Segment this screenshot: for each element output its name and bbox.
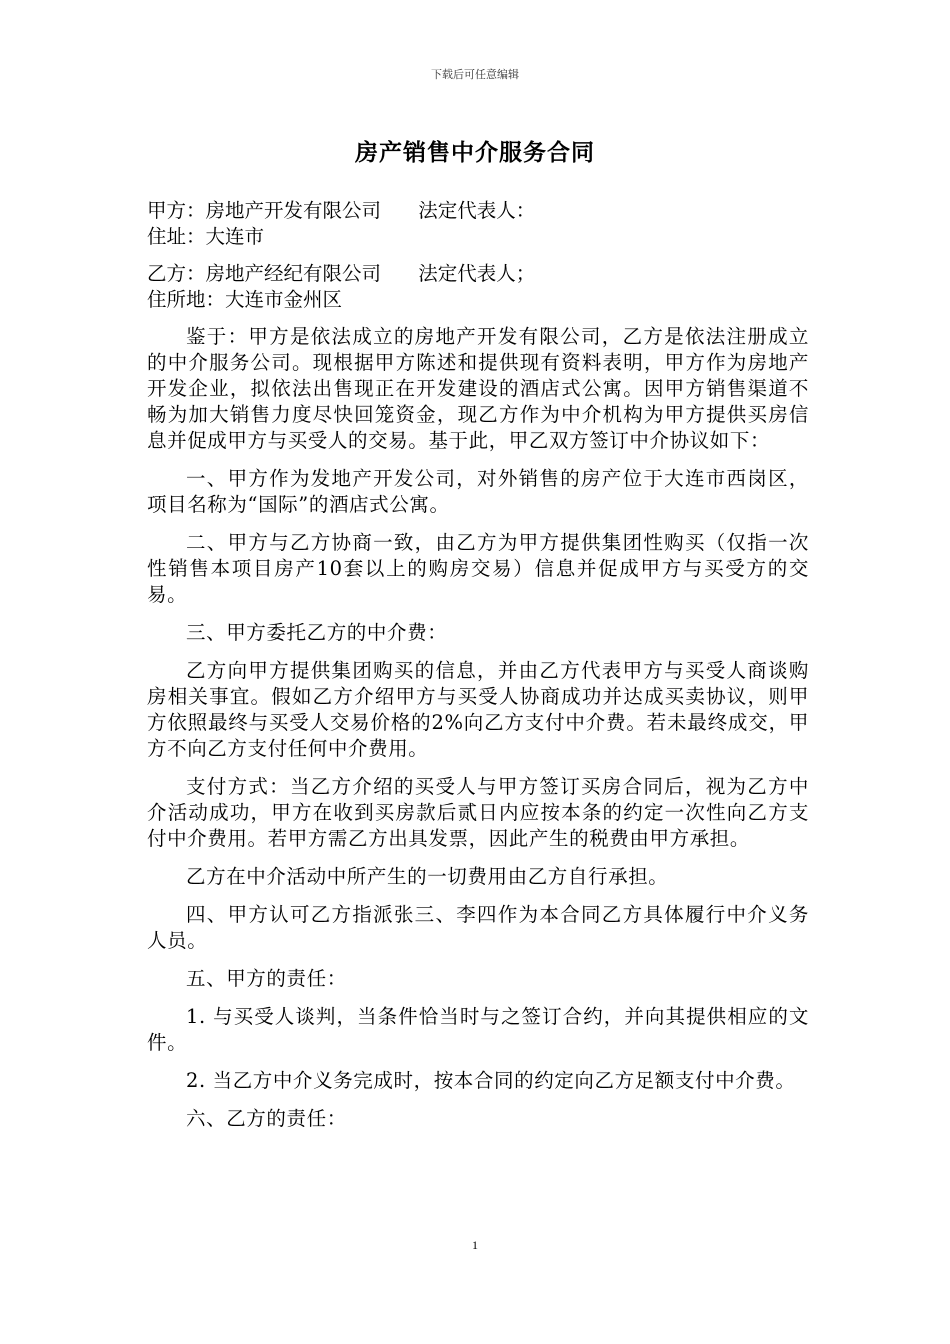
paragraph-clause-4: 四、甲方认可乙方指派张三、李四作为本合同乙方具体履行中介义务人员。 [147,903,809,952]
party-a-address: 住址：大连市 [147,225,265,248]
document-body [147,198,809,1144]
paragraph-clause-3-heading: 三、甲方委托乙方的中介费： [186,621,448,644]
document-title: 房产销售中介服务合同 [355,139,595,166]
party-b-address: 住所地：大连市金州区 [147,288,343,311]
paragraph-preamble: 鉴于：甲方是依法成立的房地产开发有限公司，乙方是依法注册成立的中介服务公司。现根据甲方陈述和提供现有资料表明，甲方作为房地产开发企业，拟依法出售现正在开发建设的酒店式公寓。因甲方销售渠道不畅为加大销售力度尽快回笼资金，现乙方作为中介机构为甲方提供买房信息并促成甲方与买受人的交易。基于此，甲乙双方签订中介协议如下： [147,325,809,452]
paragraph-clause-2: 二、甲方与乙方协商一致，由乙方为甲方提供集团性购买（仅指一次性销售本项目房产10套以上的购房交易）信息并促成甲方与买受方的交易。 [147,531,809,606]
paragraph-clause-1: 一、甲方作为发地产开发公司，对外销售的房产位于大连市西岗区，项目名称为“国际”的酒店式公寓。 [147,467,809,516]
paragraph-clause-5-heading: 五、甲方的责任： [186,967,347,990]
paragraph-commission-terms: 乙方向甲方提供集团购买的信息，并由乙方代表甲方与买受人商谈购房相关事宜。假如乙方介绍甲方与买受人协商成功并达成买卖协议，则甲方依照最终与买受人交易价格的2%向乙方支付中介费。若未最终成交，甲方不向乙方支付任何中介费用。 [147,659,809,760]
paragraph-expenses: 乙方在中介活动中所产生的一切费用由乙方自行承担。 [186,865,669,888]
party-a-name: 甲方：房地产开发有限公司 法定代表人： [147,199,536,222]
paragraph-duty-a-2: 2. 当乙方中介义务完成时，按本合同的约定向乙方足额支付中介费。 [186,1069,796,1092]
page-number: 1 [472,1238,478,1252]
header-note: 下载后可任意编辑 [431,68,519,81]
paragraph-duty-a-1: 1. 与买受人谈判，当条件恰当时与之签订合约，并向其提供相应的文件。 [147,1005,809,1054]
party-a-block [147,198,809,250]
party-b-block [147,261,809,313]
party-b-name: 乙方：房地产经纪有限公司 法定代表人； [147,262,536,285]
paragraph-payment-method: 支付方式：当乙方介绍的买受人与甲方签订买房合同后，视为乙方中介活动成功，甲方在收到买房款后贰日内应按本条的约定一次性向乙方支付中介费用。若甲方需乙方出具发票，因此产生的税费由甲方承担。 [147,775,809,850]
paragraph-clause-6-heading: 六、乙方的责任： [186,1107,347,1130]
